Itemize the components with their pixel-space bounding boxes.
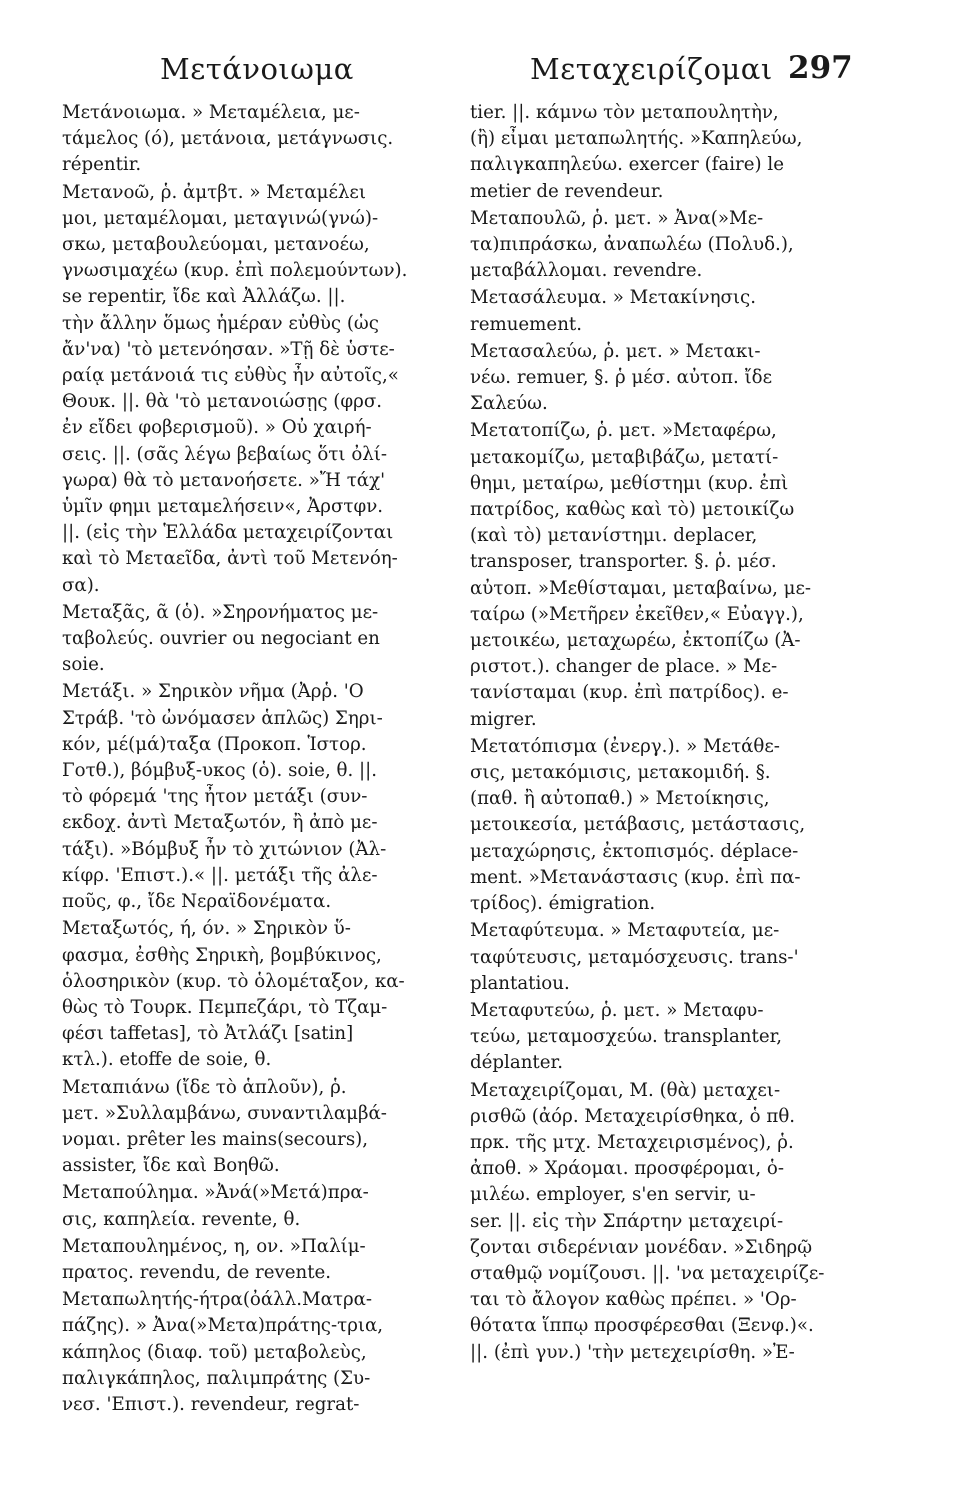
entry-line: νέω. remuer, §. ῥ μέσ. αὐτοπ. ἴδε	[470, 367, 773, 389]
entry-line: ζονται σιδερένιαν μονέδαν. »Σιδηρῷ	[470, 1236, 813, 1258]
entry-line: Σαλεύω.	[470, 393, 548, 415]
page-number: 297	[788, 50, 853, 86]
entry-line: τὴν ἄλλην ὅμως ἡμέραν εὐθὺς (ὡς	[62, 312, 379, 334]
entry-line: (παθ. ἢ αὐτοπαθ.) » Μετοίκησις,	[470, 788, 770, 810]
dictionary-entry	[62, 100, 440, 179]
entry-line: soie.	[62, 654, 105, 676]
entry-line: Μεταπουλημένος, η, ον. »Παλίμ-	[62, 1235, 366, 1257]
entry-line: remuement.	[470, 313, 582, 335]
entry-line: Μεταπούλημα. »Ἀνά(»Μετά)πρα-	[62, 1182, 369, 1204]
entry-line: νεσ. 'Επιστ.). revendeur, regrat-	[62, 1393, 360, 1415]
entry-line: τὸ φόρεμά 'της ἦτον μετάξι (συν-	[62, 786, 368, 808]
dictionary-entry	[470, 1078, 846, 1366]
entry-line: (καὶ τὸ) μετανίστημι. deplacer,	[470, 525, 758, 547]
entry-line: ὁλοσηρικὸν (κυρ. τὸ ὁλομέταξον, κα-	[62, 970, 405, 992]
dictionary-entry	[62, 180, 440, 599]
entry-line: Μεταπιάνω (ἴδε τὸ ἁπλοῦν), ῥ.	[62, 1076, 347, 1098]
entry-line: καὶ τὸ Μεταεῖδα, ἀντὶ τοῦ Μετενόη-	[62, 548, 398, 570]
right-column	[470, 100, 846, 1367]
entry-line: γνωσιμαχέω (κυρ. ἐπὶ πολεμούντων).	[62, 260, 408, 282]
entry-line: Μεταπωλητής-ήτρα(ὀάλλ.Ματρα-	[62, 1289, 373, 1311]
entry-line: μετακομίζω, μεταβιβάζω, μετατί-	[470, 446, 779, 468]
entry-line: Μεταξᾶς, ᾶ (ὁ). »Σηρονήματος με-	[62, 601, 379, 623]
entry-line: se repentir, ἴδε καὶ Ἀλλάζω. ||.	[62, 286, 346, 308]
dictionary-entry	[470, 734, 846, 917]
left-column	[62, 100, 440, 1419]
entry-line: κόν, μέ(μά)ταξα (Προκοπ. Ἱστορ.	[62, 733, 367, 755]
entry-line: νομαι. prêter les mains(secours),	[62, 1128, 369, 1150]
entry-line: Μεταξωτός, ή, όν. » Σηρικὸν ὕ-	[62, 918, 351, 940]
entry-line: (ἢ) εἶμαι μεταπωλητής. »Καπηλεύω,	[470, 128, 803, 150]
entry-line: répentir.	[62, 154, 142, 176]
entry-line: αὐτοπ. »Μεθίσταμαι, μεταβαίνω, με-	[470, 577, 812, 599]
entry-line: transposer, transporter. §. ῥ. μέσ.	[470, 551, 777, 573]
entry-line: Μετάνοιωμα. » Μεταμέλεια, με-	[62, 102, 360, 123]
entry-line: ποῦς, φ., ἴδε Νεραϊδονέματα.	[62, 891, 332, 913]
dictionary-entry	[470, 339, 846, 418]
entry-line: παλιγκαπηλεύω. exercer (faire) le	[470, 154, 784, 176]
entry-line: θὼς τὸ Τουρκ. Πεμπεζάρι, τὸ Τζαμ-	[62, 996, 388, 1018]
entry-line: μετοικεσία, μετάβασις, μετάστασις,	[470, 814, 806, 836]
entry-line: παλιγκάπηλος, παλιμπράτης (Συ-	[62, 1367, 371, 1389]
entry-line: Γοτθ.), βόμβυξ-υκος (ὁ). soie, θ. ||.	[62, 760, 378, 782]
entry-line: ἄν'να) 'τὸ μετενόησαν. »Τῇ δὲ ὑστε-	[62, 338, 395, 360]
entry-line: φέσι taffetas], τὸ Ἀτλάζι [satin]	[62, 1023, 354, 1045]
entry-line: ταβολεύς. ouvrier ou negociant en	[62, 628, 380, 650]
entry-line: Θουκ. ||. θὰ 'τὸ μετανοιώσῃς (φρσ.	[62, 391, 383, 413]
entry-line: metier de revendeur.	[470, 180, 664, 202]
entry-line: σις, μετακόμισις, μετακομιδή. §.	[470, 762, 771, 784]
dictionary-entry	[62, 1287, 440, 1418]
running-head-right: Μεταχειρίζομαι	[530, 52, 773, 86]
entry-line: θημι, μεταίρω, μεθίστημι (κυρ. ἐπὶ	[470, 472, 789, 494]
entry-line: πάζης). » Ἀνα(»Μετα)πράτης-τρια,	[62, 1315, 384, 1337]
entry-line: μεταβάλλομαι. revendre.	[470, 260, 703, 282]
entry-line: Στράβ. 'τὸ ὠνόμασεν ἁπλῶς) Σηρι-	[62, 707, 383, 729]
dictionary-entry	[62, 1234, 440, 1286]
entry-line: ραίᾳ μετάνοιά τις εὐθὺς ἦν αὐτοῖς,«	[62, 365, 399, 387]
dictionary-entry	[62, 1075, 440, 1180]
entry-line: κτλ.). etoffe de soie, θ.	[62, 1049, 272, 1071]
entry-line: σα).	[62, 574, 100, 596]
entry-line: ριστοτ.). changer de place. » Με-	[470, 656, 778, 678]
dictionary-entry	[470, 206, 846, 285]
entry-line: τάξι). »Βόμβυξ ἦν τὸ χιτώνιον (Ἀλ-	[62, 838, 387, 860]
entry-line: ται τὸ ἄλογον καθὼς πρέπει. » 'Ορ-	[470, 1289, 797, 1311]
entry-line: ταίρω (»Μετῆρεν ἐκεῖθεν,« Εὐαγγ.),	[470, 603, 804, 625]
dictionary-entry	[62, 916, 440, 1073]
entry-line: plantatiou.	[470, 972, 570, 994]
dictionary-entry	[62, 679, 440, 915]
entry-line: ἐν εἴδει φοβερισμοῦ). » Οὐ χαιρή-	[62, 417, 372, 439]
entry-line: εκδοχ. ἀντὶ Μεταξωτόν, ἢ ἀπὸ με-	[62, 812, 378, 834]
entry-line: τανίσταμαι (κυρ. ἐπὶ πατρίδος). e-	[470, 682, 789, 704]
entry-line: ἀποθ. » Χράομαι. προσφέρομαι, ὁ-	[470, 1158, 784, 1180]
dictionary-entry	[470, 100, 846, 205]
entry-line: Μετανοῶ, ῥ. ἀμτβτ. » Μεταμέλει	[62, 181, 366, 203]
entry-line: θότατα ἵππῳ προσφέρεσθαι (Ξενφ.)«.	[470, 1315, 814, 1337]
dictionary-entry	[470, 285, 846, 337]
entry-line: τα)πιπράσκω, ἀναπωλέω (Πολυδ.),	[470, 234, 794, 256]
entry-line: ταφύτευσις, μεταμόσχευσις. trans-'	[470, 946, 799, 968]
entry-line: τεύω, μεταμοσχεύω. transplanter,	[470, 1026, 783, 1048]
entry-line: σκω, μεταβουλεύομαι, μετανοέω,	[62, 234, 370, 256]
entry-line: μετ. »Συλλαμβάνω, συναντιλαμβά-	[62, 1102, 387, 1124]
entry-line: μοι, μεταμέλομαι, μεταγινώ(γνώ)-	[62, 207, 379, 229]
entry-line: Μεταφυτεύω, ῥ. μετ. » Μεταφυ-	[470, 999, 764, 1021]
entry-line: πρκ. τῆς μτχ. Μεταχειρισμένος), ῥ.	[470, 1131, 794, 1153]
entry-line: σις, καπηλεία. revente, θ.	[62, 1208, 301, 1230]
entry-line: Μετασάλευμα. » Μετακίνησις.	[470, 287, 757, 309]
entry-line: Μετατόπισμα (ἐνεργ.). » Μετάθε-	[470, 735, 780, 757]
entry-line: μιλέω. employer, s'en servir, u-	[470, 1184, 756, 1206]
entry-line: Μετατοπίζω, ῥ. μετ. »Μεταφέρω,	[470, 420, 777, 442]
entry-line: assister, ἴδε καὶ Βοηθῶ.	[62, 1155, 280, 1177]
entry-line: ||. (ἐπὶ γυν.) 'τὴν μετεχειρίσθη. »Ἐ-	[470, 1341, 795, 1363]
entry-line: τρίδος). émigration.	[470, 893, 656, 915]
entry-line: κίφρ. 'Επιστ.).« ||. μετάξι τῆς ἀλε-	[62, 864, 378, 886]
entry-line: ser. ||. εἰς τὴν Σπάρτην μεταχειρί-	[470, 1210, 784, 1232]
entry-line: γωρα) θὰ τὸ μετανοήσετε. »Ἤ τάχ'	[62, 469, 386, 491]
dictionary-entry	[470, 418, 846, 732]
entry-line: déplanter.	[470, 1052, 563, 1074]
entry-line: Μεταχειρίζομαι, Μ. (θὰ) μεταχει-	[470, 1079, 781, 1101]
entry-line: ment. »Μετανάστασις (κυρ. ἐπὶ πα-	[470, 866, 801, 888]
entry-line: Μετάξι. » Σηρικὸν νῆμα (Ἀρῥ. 'Ο	[62, 681, 364, 703]
dictionary-entry	[470, 918, 846, 997]
entry-line: Μετασαλεύω, ῥ. μετ. » Μετακι-	[470, 340, 761, 362]
entry-line: migrer.	[470, 708, 537, 730]
entry-line: ρισθῶ (ἀόρ. Μεταχειρίσθηκα, ὁ πθ.	[470, 1105, 796, 1127]
entry-line: σταθμῷ νομίζουσι. ||. 'να μεταχειρίζε-	[470, 1262, 825, 1284]
entry-line: πρατος. revendu, de revente.	[62, 1261, 332, 1283]
entry-line: tier. ||. κάμνω τὸν μεταπουλητὴν,	[470, 102, 779, 123]
dictionary-entry	[62, 600, 440, 679]
dictionary-entry	[470, 998, 846, 1077]
entry-line: ὑμῖν φημι μεταμελήσειν«, Ἀρστφν.	[62, 496, 384, 518]
entry-line: πατρίδος, καθὼς καὶ τὸ) μετοικίζω	[470, 499, 795, 521]
entry-line: φασμα, ἐσθὴς Σηρικὴ, βομβύκινος,	[62, 944, 382, 966]
entry-line: μεταχώρησις, ἐκτοπισμός. déplace-	[470, 840, 799, 862]
entry-line: ||. (εἰς τὴν Ἑλλάδα μεταχειρίζονται	[62, 522, 394, 544]
entry-line: κάπηλος (διαφ. τοῦ) μεταβολεὺς,	[62, 1341, 367, 1363]
entry-line: μετοικέω, μεταχωρέω, ἐκτοπίζω (Ἀ-	[470, 630, 801, 652]
entry-line: Μεταφύτευμα. » Μεταφυτεία, με-	[470, 920, 780, 942]
entry-line: Μεταπουλῶ, ῥ. μετ. » Ἀνα(»Με-	[470, 207, 764, 229]
dictionary-entry	[62, 1180, 440, 1232]
entry-line: σεις. ||. (σᾶς λέγω βεβαίως ὅτι ὀλί-	[62, 443, 388, 465]
entry-line: τάμελος (ό), μετάνοια, μετάγνωσις.	[62, 128, 394, 150]
running-head-left: Μετάνοιωμα	[160, 52, 354, 86]
